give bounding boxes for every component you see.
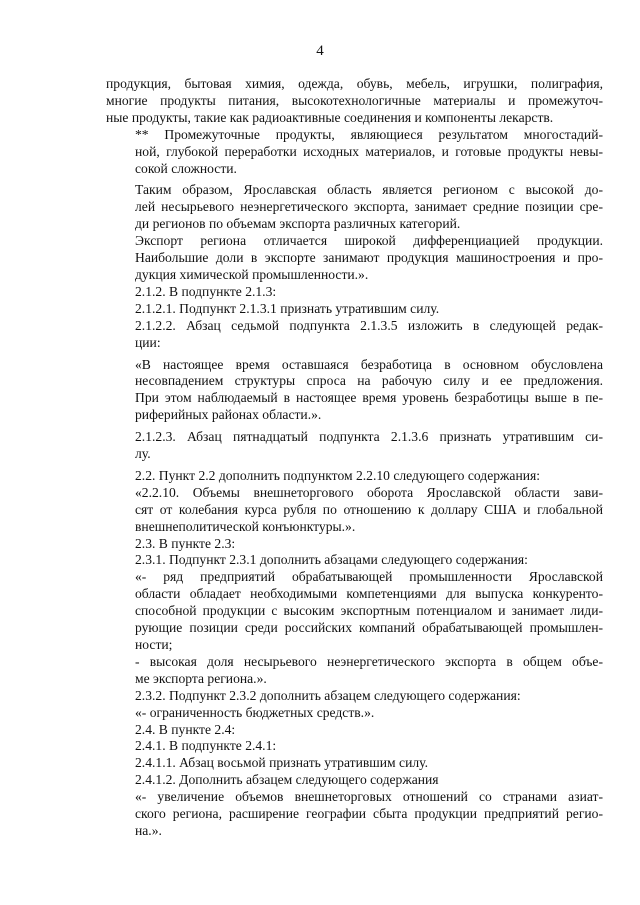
paragraph [106, 738, 603, 755]
text-line: многие продукты питания, высокотехнологичные материалы и промежуточ- [106, 92, 603, 108]
text-line: «- ряд предприятий обрабатывающей промышленности Ярославской [135, 569, 603, 585]
text-line: рующие позиции среди российских компаний обрабатывающей промышлен- [135, 620, 603, 636]
text-line: 2.2. Пункт 2.2 дополнить подпунктом 2.2.10 следующего содержания: [135, 467, 541, 483]
text-line: продукция, бытовая химия, одежда, обувь, мебель, игрушки, полиграфия, [106, 76, 603, 91]
text-line: - высокая доля несырьевого неэнергетического экспорта в общем объе- [135, 653, 603, 669]
text-line: лей несырьевого неэнергетического экспорта, занимает средние позиции сре- [135, 199, 603, 215]
text-line: 2.3.1. Подпункт 2.3.1 дополнить абзацами следующего содержания: [135, 552, 528, 568]
text-line: «В настоящее время оставшаяся безработица в основном обусловлена [135, 356, 603, 372]
text-line: лу. [135, 446, 151, 462]
paragraph [106, 284, 603, 301]
text-line: ции: [135, 334, 161, 350]
text-line: 2.4. В пункте 2.4: [135, 721, 236, 737]
paragraph [106, 318, 603, 352]
text-line: способной продукции с высоким экспортным потенциалом и занимает лиди- [135, 603, 603, 619]
paragraph [106, 127, 603, 178]
text-line: 2.1.2.2. Абзац седьмой подпункта 2.1.3.5 изложить в следующей редак- [135, 317, 603, 333]
text-line: на.». [135, 822, 162, 838]
paragraph [106, 705, 603, 722]
paragraph [106, 485, 603, 536]
paragraph [106, 429, 603, 463]
text-line: 2.3. В пункте 2.3: [135, 535, 236, 551]
text-line: 2.1.2. В подпункте 2.1.3: [135, 283, 277, 299]
paragraph [106, 789, 603, 840]
paragraph [106, 536, 603, 553]
text-line: риферийных районах области.». [135, 407, 322, 423]
text-line: Таким образом, Ярославская область является регионом с высокой до- [135, 182, 603, 198]
text-line: ные продукты, такие как радиоактивные соединения и компоненты лекарств. [106, 109, 554, 125]
text-line: ной, глубокой переработки исходных материалов, и готовые продукты невы- [135, 143, 603, 159]
paragraph [106, 772, 603, 789]
text-line: При этом наблюдаемый в настоящее время уровень безработицы выше в пе- [135, 390, 603, 406]
paragraph [106, 569, 603, 654]
paragraph [106, 76, 603, 127]
text-line: «- ограниченность бюджетных средств.». [135, 704, 375, 720]
paragraph [106, 233, 603, 284]
paragraph [106, 468, 603, 485]
text-line: ности; [135, 637, 173, 652]
text-line: «2.2.10. Объемы внешнеторгового оборота Ярославской области зави- [135, 484, 603, 500]
text-line: сят от колебания курса рубля по отношению к доллару США и глобальной [135, 501, 603, 517]
paragraph [106, 722, 603, 739]
page-number: 4 [316, 43, 324, 59]
text-line: «- увеличение объемов внешнеторговых отношений со странами азиат- [135, 789, 603, 805]
text-line: сокой сложности. [135, 160, 237, 176]
paragraph [106, 755, 603, 772]
paragraph [106, 182, 603, 233]
text-line: Экспорт региона отличается широкой дифференциацией продукции. [135, 233, 603, 249]
paragraph [106, 357, 603, 425]
text-line: 2.1.2.3. Абзац пятнадцатый подпункта 2.1.3.6 признать утратившим си- [135, 429, 603, 445]
text-line: 2.3.2. Подпункт 2.3.2 дополнить абзацем следующего содержания: [135, 687, 521, 703]
text-line: внешнеполитической конъюнктуры.». [135, 518, 356, 534]
text-line: 2.1.2.1. Подпункт 2.1.3.1 признать утратившим силу. [135, 300, 440, 316]
text-line: ди регионов по объемам экспорта различных категорий. [135, 216, 461, 232]
text-line: 2.4.1.1. Абзац восьмой признать утратившим силу. [135, 755, 428, 771]
text-line: ского региона, расширение географии сбыта продукции предприятий регио- [135, 806, 603, 822]
text-line: 2.4.1. В подпункте 2.4.1: [135, 738, 277, 754]
text-line: ** Промежуточные продукты, являющиеся результатом многостадий- [135, 126, 603, 142]
text-line: несовпадением структуры спроса на рабочую силу и ее предложения. [135, 373, 603, 389]
text-line: области обладает необходимыми компетенциями для выпуска конкуренто- [135, 586, 603, 602]
text-line: Наибольшие доли в экспорте занимают продукция машиностроения и про- [135, 250, 603, 266]
paragraph [106, 552, 603, 569]
paragraph [106, 688, 603, 705]
paragraph [106, 654, 603, 688]
document-body [106, 76, 603, 840]
paragraph [106, 301, 603, 318]
text-line: 2.4.1.2. Дополнить абзацем следующего содержания [135, 772, 439, 788]
text-line: дукция химической промышленности.». [135, 266, 369, 282]
text-line: ме экспорта региона.». [135, 670, 267, 686]
